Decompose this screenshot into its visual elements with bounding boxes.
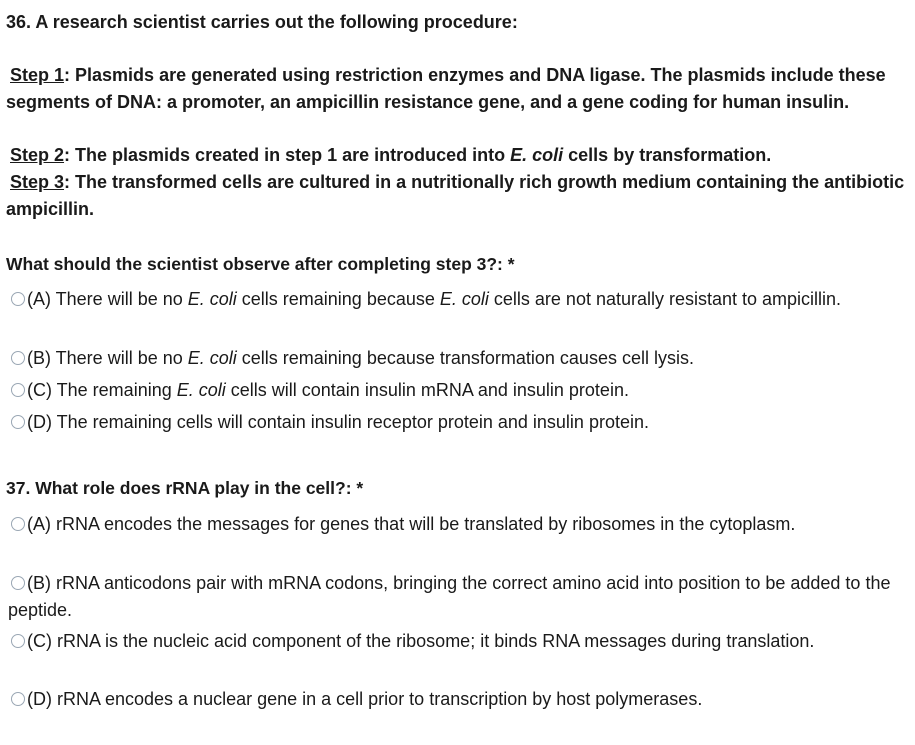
step-2-label: Step 2 bbox=[10, 145, 65, 165]
q36-option-b[interactable] bbox=[8, 345, 908, 372]
step-2-paragraph bbox=[6, 142, 906, 169]
step-1-paragraph bbox=[6, 62, 906, 115]
step-3-paragraph bbox=[6, 169, 906, 222]
radio-circle-icon[interactable] bbox=[11, 415, 25, 429]
q36-option-a-text-2: cells remaining because bbox=[236, 289, 440, 309]
q36-option-b-text-2: cells remaining because transformation causes cell lysis. bbox=[236, 348, 694, 368]
radio-circle-icon[interactable] bbox=[11, 383, 25, 397]
question-37-prompt: 37. What role does rRNA play in the cell?: * bbox=[6, 478, 364, 498]
q36-option-d[interactable] bbox=[8, 409, 908, 436]
q37-option-c-text: (C) rRNA is the nucleic acid component of the ribosome; it binds RNA messages during translation. bbox=[27, 631, 815, 651]
radio-circle-icon[interactable] bbox=[11, 634, 25, 648]
q36-option-a-organism-2: E. coli bbox=[439, 289, 489, 309]
q36-option-b-text: (B) There will be no bbox=[27, 348, 188, 368]
step-2-text-a: : The plasmids created in step 1 are introduced into bbox=[64, 145, 511, 165]
q37-option-d[interactable] bbox=[8, 686, 908, 713]
step-2-organism: E. coli bbox=[510, 145, 564, 165]
q37-option-a[interactable] bbox=[8, 511, 908, 538]
q37-option-b-text: (B) rRNA anticodons pair with mRNA codons, bringing the correct amino acid into position to be added to the peptide. bbox=[8, 573, 891, 620]
q37-option-b[interactable] bbox=[8, 570, 908, 624]
step-1-text: : Plasmids are generated using restriction enzymes and DNA ligase. The plasmids include these segments of DNA: a promoter, an ampicillin resistance gene, and a gene coding for human insulin. bbox=[6, 65, 886, 112]
radio-circle-icon[interactable] bbox=[11, 517, 25, 531]
question-36-prompt: What should the scientist observe after completing step 3?: * bbox=[6, 254, 515, 274]
q36-option-a-text-3: cells are not naturally resistant to ampicillin. bbox=[488, 289, 842, 309]
question-36-title: 36. A research scientist carries out the following procedure: bbox=[6, 12, 518, 32]
q37-option-c[interactable] bbox=[8, 628, 908, 655]
q36-option-c-text-2: cells will contain insulin mRNA and insulin protein. bbox=[225, 380, 629, 400]
step-3-text: : The transformed cells are cultured in a nutritionally rich growth medium containing the antibiotic ampicillin. bbox=[6, 172, 905, 219]
q37-option-a-text: (A) rRNA encodes the messages for genes that will be translated by ribosomes in the cytoplasm. bbox=[27, 514, 796, 534]
q36-option-a[interactable] bbox=[8, 286, 908, 313]
radio-circle-icon[interactable] bbox=[11, 576, 25, 590]
q36-option-a-organism: E. coli bbox=[187, 289, 237, 309]
q36-option-a-text: (A) There will be no bbox=[27, 289, 188, 309]
radio-circle-icon[interactable] bbox=[11, 292, 25, 306]
step-2-text-b: cells by transformation. bbox=[563, 145, 772, 165]
q36-option-c[interactable] bbox=[8, 377, 908, 404]
q36-option-c-text: (C) The remaining bbox=[27, 380, 177, 400]
q36-option-c-organism: E. coli bbox=[176, 380, 226, 400]
step-3-label: Step 3 bbox=[10, 172, 65, 192]
radio-circle-icon[interactable] bbox=[11, 351, 25, 365]
q36-option-d-text: (D) The remaining cells will contain insulin receptor protein and insulin protein. bbox=[27, 412, 649, 432]
step-1-label: Step 1 bbox=[10, 65, 65, 85]
q36-option-b-organism: E. coli bbox=[187, 348, 237, 368]
radio-circle-icon[interactable] bbox=[11, 692, 25, 706]
q37-option-d-text: (D) rRNA encodes a nuclear gene in a cell prior to transcription by host polymerases. bbox=[27, 689, 703, 709]
